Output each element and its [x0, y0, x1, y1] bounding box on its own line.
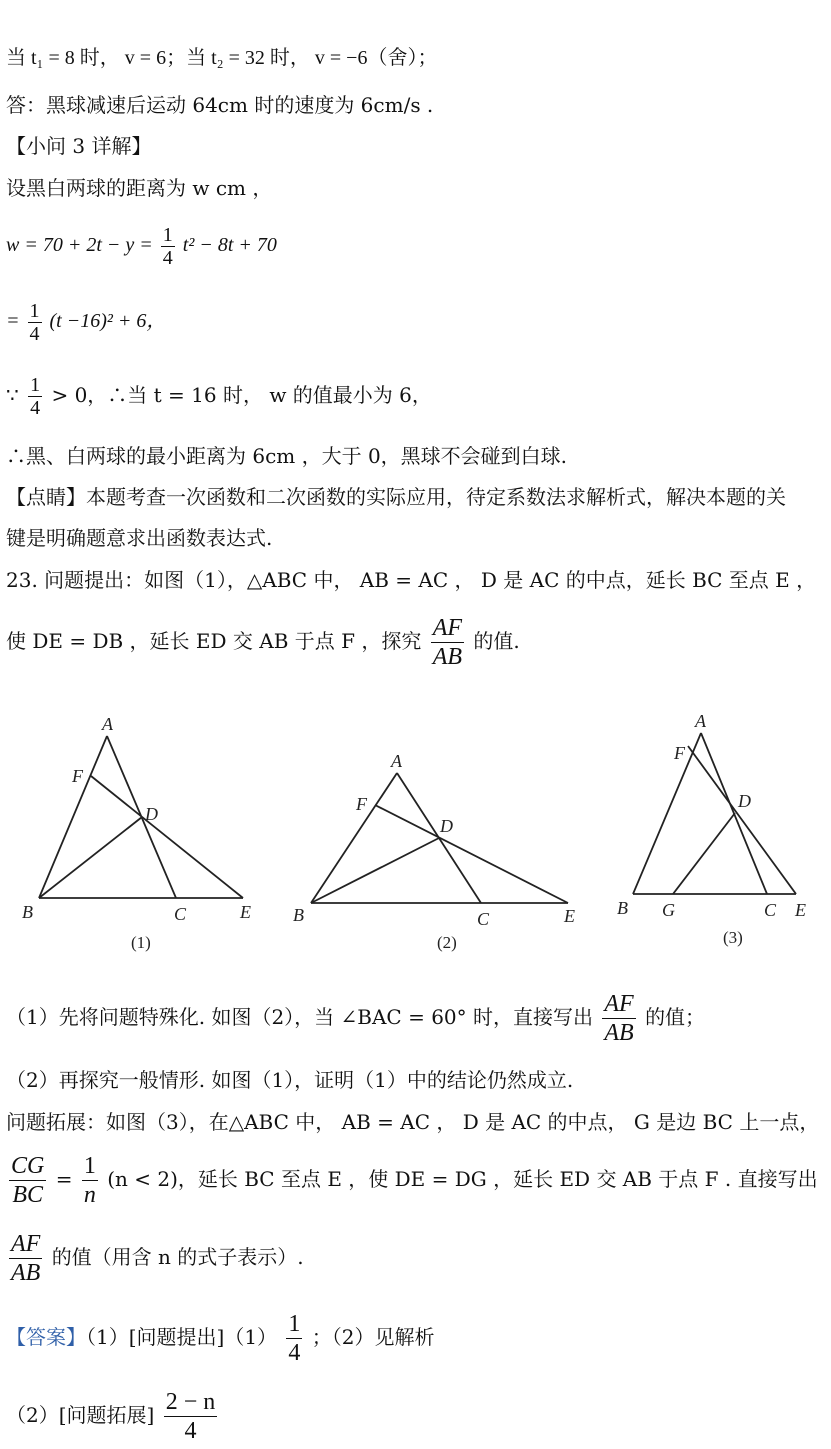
line-comment-2: 键是明确题意求出函数表达式. [6, 526, 273, 550]
fig3-label-a: A [695, 711, 706, 731]
fraction-denominator: 4 [29, 323, 40, 345]
equation-w [6, 224, 277, 269]
equation-w-vertex-form [6, 300, 166, 345]
problem-23-statement-cont [6, 614, 520, 671]
answer-2-text: （2）[问题拓展] [6, 1403, 155, 1427]
fraction-numerator: 1 [288, 1311, 301, 1337]
statement-tail: 的值. [473, 629, 520, 653]
fraction-numerator: 1 [162, 224, 173, 246]
answer-part-1 [6, 1310, 435, 1367]
equals-sign: = [6, 310, 20, 333]
fig1-caption: (1) [131, 933, 151, 952]
fraction-af-ab [431, 614, 464, 671]
answer-1-text: （1）[问题提出]（1） [86, 1325, 278, 1349]
line-distance-def: 设黑白两球的距离为 w cm ， [6, 176, 273, 200]
equation-w-lhs: w = 70 + 2t − y = [6, 234, 153, 257]
extension-request [6, 1230, 304, 1287]
fraction-denominator: 4 [30, 397, 41, 419]
fig3-label-c: C [764, 900, 777, 920]
fraction-denominator: AB [11, 1260, 41, 1286]
fig1-label-e: E [240, 902, 251, 922]
fig1-label-b: B [22, 902, 33, 922]
fraction-denominator: n [83, 1182, 96, 1208]
part-2-question: （2）再探究一般情形. 如图（1），证明（1）中的结论仍然成立. [6, 1068, 574, 1092]
fig2-label-d: D [440, 816, 453, 836]
fraction-numerator: 1 [29, 300, 40, 322]
fraction-numerator: 2 − n [165, 1389, 216, 1415]
fig3-label-b: B [617, 898, 628, 918]
fraction-cg-bc [9, 1152, 46, 1209]
fraction-one-quarter [161, 224, 175, 269]
statement-text: 使 DE = DB ，延长 ED 交 AB 于点 F ，探究 [6, 629, 422, 653]
line-velocity-cases: 当 t₁ = 8 时， v = 6；当 t₂ = 32 时， v = −6（舍）； [6, 47, 438, 69]
fraction-af-ab [9, 1230, 42, 1287]
answer-label: 【答案】 [6, 1325, 86, 1349]
extension-request-text: 的值（用含 n 的式子表示）. [51, 1245, 304, 1269]
minimum-statement: > 0，∴当 t = 16 时， w 的值最小为 6， [51, 383, 432, 407]
part-1-tail: 的值； [645, 1005, 706, 1029]
line-answer-speed: 答：黑球减速后运动 64cm 时的速度为 6cm/s . [6, 93, 434, 117]
subquestion-3-header: 【小问 3 详解】 [6, 134, 152, 158]
answer-1-tail: ；（2）见解析 [311, 1325, 435, 1349]
fig3-caption: (3) [723, 928, 743, 947]
fig3-label-d: D [738, 791, 751, 811]
extension-condition-text: (n < 2)，延长 BC 至点 E ，使 DE = DG ，延长 ED 交 AB 于点 F . 直接写出 [107, 1167, 818, 1191]
fig3-label-f: F [674, 743, 685, 763]
fig1-label-c: C [174, 904, 187, 924]
fraction-numerator: 1 [30, 374, 41, 396]
fraction-numerator: AF [604, 991, 634, 1017]
fraction-denominator: 4 [162, 247, 173, 269]
fig2-label-f: F [356, 794, 367, 814]
figure-2 [311, 773, 568, 903]
fig2-label-a: A [391, 751, 402, 771]
fraction-denominator: 4 [288, 1340, 301, 1366]
fraction-one-quarter [286, 1310, 302, 1367]
because-symbol: ∵ [6, 383, 19, 407]
answer-part-2 [6, 1388, 220, 1445]
fraction-af-ab [602, 990, 635, 1047]
fig2-caption: (2) [437, 933, 457, 952]
fraction-one-quarter [28, 300, 42, 345]
line-comment-1: 【点睛】本题考查一次函数和二次函数的实际应用，待定系数法求解析式，解决本题的关 [6, 485, 786, 509]
part-1-question [6, 990, 705, 1047]
fig3-label-g: G [662, 900, 675, 920]
fig1-label-d: D [145, 804, 158, 824]
extension-statement: 问题拓展：如图（3），在△ABC 中， AB = AC ， D 是 AC 的中点， G 是边 BC 上一点， [6, 1110, 820, 1134]
fraction-one-over-n [82, 1152, 98, 1209]
fig2-label-b: B [293, 905, 304, 925]
fig2-label-c: C [477, 909, 490, 929]
fraction-numerator: CG [11, 1153, 45, 1179]
extension-condition [6, 1152, 818, 1209]
fraction-denominator: AB [432, 644, 463, 670]
fig2-label-e: E [564, 906, 575, 926]
figure-3 [633, 733, 796, 894]
fraction-denominator: 4 [184, 1418, 197, 1444]
fraction-numerator: AF [432, 615, 463, 641]
fraction-denominator: AB [604, 1020, 634, 1046]
line-conclusion: ∴黑、白两球的最小距离为 6cm ，大于 0，黑球不会碰到白球. [6, 444, 568, 468]
problem-23-statement: 23. 问题提出：如图（1），△ABC 中， AB = AC ， D 是 AC 的中点，延长 BC 至点 E ， [6, 568, 817, 592]
fig1-label-a: A [102, 714, 113, 734]
fig3-label-e: E [795, 900, 806, 920]
equation-w-rhs: t² − 8t + 70 [182, 234, 277, 257]
line-minimum-reasoning [6, 374, 432, 419]
fraction-two-minus-n-over-4 [164, 1388, 218, 1445]
fraction-denominator: BC [12, 1182, 43, 1208]
part-1-text: （1）先将问题特殊化. 如图（2），当 ∠BAC = 60° 时，直接写出 [6, 1005, 594, 1029]
fraction-one-quarter [28, 374, 42, 419]
fig1-label-f: F [72, 766, 83, 786]
fraction-numerator: AF [11, 1231, 41, 1257]
vertex-form-rest: (t −16)² + 6， [49, 310, 167, 333]
geometry-figures [0, 700, 831, 960]
equals-sign: = [55, 1167, 79, 1191]
figure-1 [39, 736, 243, 898]
fraction-numerator: 1 [83, 1153, 96, 1179]
